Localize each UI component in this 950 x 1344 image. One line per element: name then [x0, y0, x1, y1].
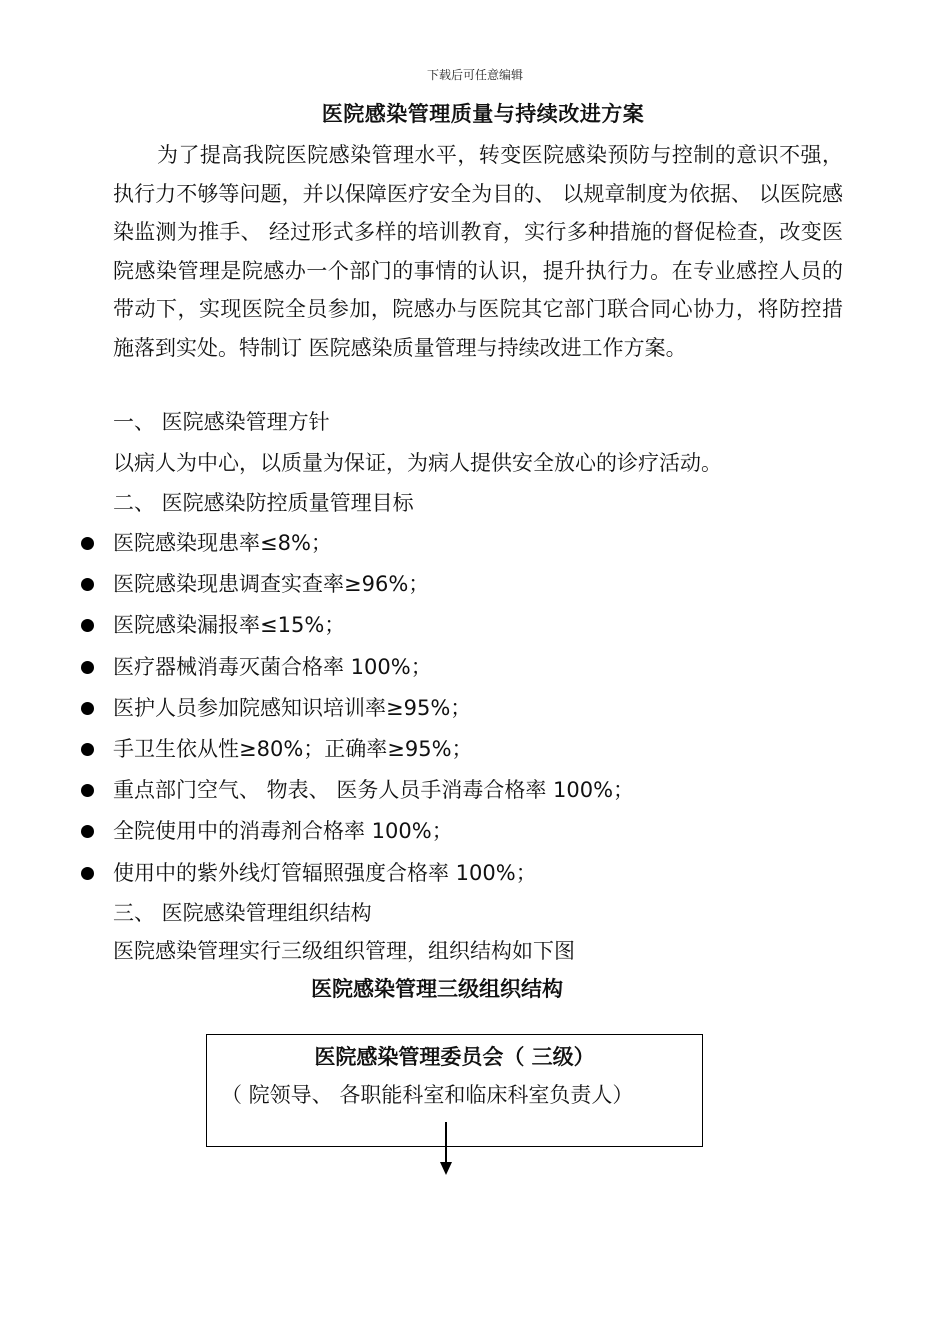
- bullet-icon: [81, 702, 94, 715]
- header-note: 下载后可任意编辑: [426, 68, 523, 82]
- section-2-heading: 二、 医院感染防控质量管理目标: [113, 491, 414, 515]
- section-1-heading: 一、 医院感染管理方针: [113, 410, 330, 434]
- list-item: [0, 688, 634, 729]
- list-item-text: 医院感染漏报率≤15%；: [113, 613, 346, 638]
- list-item: [0, 770, 634, 811]
- quality-targets-list: [0, 523, 634, 894]
- org-box-subtitle: （ 院领导、 各职能科室和临床科室负责人）: [221, 1083, 634, 1107]
- arrow-down-icon: [440, 1162, 452, 1175]
- bullet-icon: [81, 661, 94, 674]
- bullet-icon: [81, 825, 94, 838]
- bullet-icon: [81, 743, 94, 756]
- list-item: [0, 853, 634, 894]
- org-box-title: 医院感染管理委员会（ 三级）: [314, 1045, 595, 1069]
- bullet-icon: [81, 619, 94, 632]
- list-item: [0, 811, 634, 852]
- list-item: [0, 647, 634, 688]
- intro-paragraph: 为了提高我院医院感染管理水平，转变医院感染预防与控制的意识不强，执行力不够等问题，并以保障医疗安全为目的、 以规章制度为依据、 以医院感染监测为推手、 经过形式多样的培训教育，实行多种措施的督促检查，改变医院感染管理是院感办一个部门的事情的认识，提升执行力。在专业感控人员的带动下，实现医院全员参加，院感办与医院其它部门联合同心协力，将防控措施落到实处。特制订 医院感染质量管理与持续改进工作方案。: [113, 143, 843, 360]
- list-item-text: 医院感染现患率≤8%；: [113, 531, 332, 555]
- list-item: [0, 605, 634, 646]
- list-item-text: 医院感染现患调查实查率≥96%；: [113, 572, 430, 597]
- list-item-text: 使用中的紫外线灯管辐照强度合格率 100%；: [113, 860, 537, 885]
- section-3-heading: 三、 医院感染管理组织结构: [113, 901, 372, 925]
- list-item-text: 医疗器械消毒灭菌合格率 100%；: [113, 654, 432, 679]
- list-item: [0, 564, 634, 605]
- section-1-text: 以病人为中心，以质量为保证，为病人提供安全放心的诊疗活动。: [113, 451, 722, 475]
- bullet-icon: [81, 578, 94, 591]
- bullet-icon: [81, 867, 94, 880]
- down-arrow-line: [445, 1122, 447, 1164]
- list-item: [0, 523, 634, 564]
- list-item-text: 全院使用中的消毒剂合格率 100%；: [113, 819, 453, 844]
- document-title: 医院感染管理质量与持续改进方案: [321, 102, 645, 126]
- list-item-text: 重点部门空气、 物表、 医务人员手消毒合格率 100%；: [113, 778, 635, 803]
- org-committee-box: [206, 1034, 703, 1147]
- list-item-text: 医护人员参加院感知识培训率≥95%；: [113, 695, 472, 720]
- bullet-icon: [81, 784, 94, 797]
- list-item: [0, 729, 634, 770]
- org-chart-title: 医院感染管理三级组织结构: [311, 977, 563, 1001]
- bullet-icon: [81, 537, 94, 550]
- section-3-text: 医院感染管理实行三级组织管理，组织结构如下图: [113, 939, 575, 963]
- list-item-text: 手卫生依从性≥80%；正确率≥95%；: [113, 736, 473, 761]
